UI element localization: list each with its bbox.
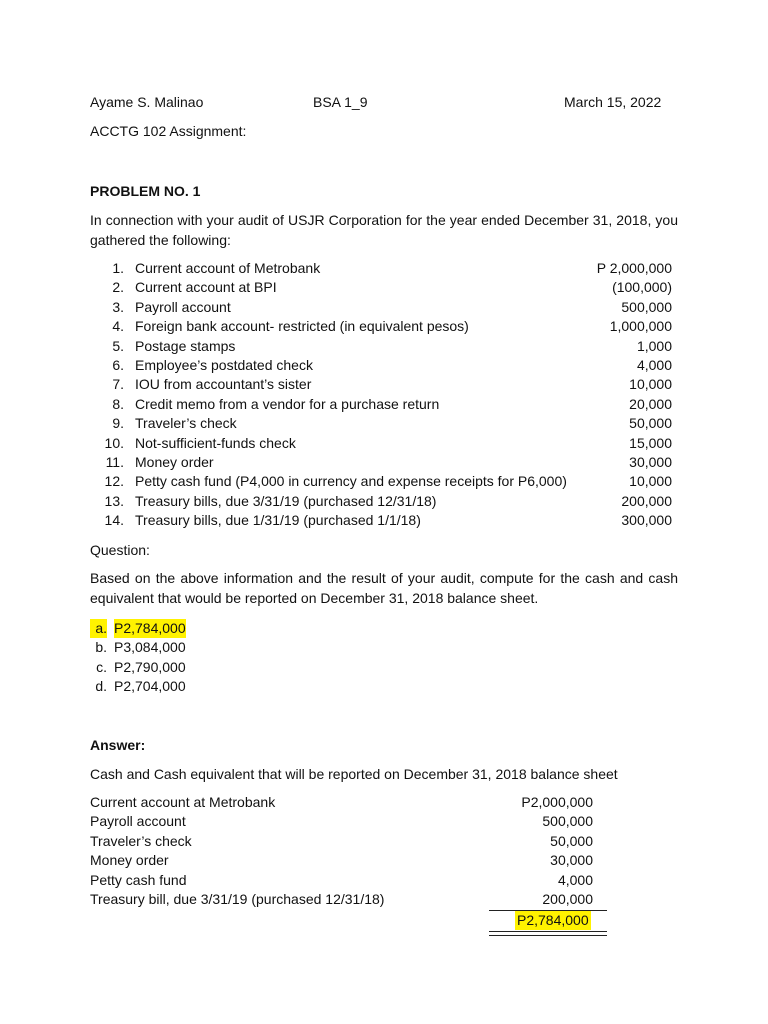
list-item [90, 259, 672, 278]
row-amount: 50,000 [550, 832, 593, 849]
item-label: Credit memo from a vendor for a purchase return [135, 395, 440, 412]
item-label: Traveler’s check [135, 415, 237, 432]
item-amount: P 2,000,000 [596, 260, 672, 276]
item-label: Current account of Metrobank [135, 260, 321, 276]
list-item [90, 356, 672, 375]
item-amount: 1,000,000 [609, 318, 672, 335]
table-row [90, 793, 593, 812]
row-amount: 30,000 [550, 852, 593, 869]
item-label: Current account at BPI [135, 279, 277, 296]
list-item [90, 434, 672, 453]
choice-text: P2,784,000 [114, 619, 186, 638]
student-section: BSA 1_9 [313, 94, 368, 110]
question-text: Based on the above information and the result of your audit, compute for the cash and cash equivalent that would be reported on December 31, 2018 balance sheet. [90, 570, 678, 606]
item-number: 10. [104, 434, 124, 451]
item-amount: 200,000 [621, 492, 672, 509]
item-amount: 500,000 [621, 298, 672, 315]
table-row [90, 812, 593, 831]
document-date: March 15, 2022 [564, 94, 662, 110]
item-number: 7. [112, 376, 124, 393]
list-item [90, 492, 672, 511]
item-amount: 300,000 [621, 512, 672, 529]
row-amount: 500,000 [542, 813, 593, 830]
row-label: Money order [90, 852, 169, 869]
list-item [90, 414, 672, 433]
item-number: 8. [112, 395, 124, 412]
choice-text: P2,790,000 [114, 658, 186, 675]
answer-title: Answer: [90, 737, 146, 753]
row-amount: 4,000 [557, 871, 593, 888]
total-double-rule-1 [489, 931, 607, 932]
list-item [90, 453, 672, 472]
item-number: 1. [112, 260, 124, 276]
item-amount: 10,000 [629, 376, 672, 393]
student-name: Ayame S. Malinao [90, 94, 204, 110]
list-item [90, 298, 672, 317]
item-amount: 1,000 [636, 337, 672, 354]
item-label: Money order [135, 453, 214, 470]
item-label: Petty cash fund (P4,000 in currency and expense receipts for P6,000) [135, 473, 567, 490]
row-label: Traveler’s check [90, 832, 192, 849]
row-label: Treasury bill, due 3/31/19 (purchased 12/31/18) [90, 890, 385, 907]
list-item [90, 375, 672, 394]
choice-letter: b. [95, 639, 107, 656]
item-label: Postage stamps [135, 337, 236, 354]
list-item [90, 472, 672, 491]
choice-letter: a. [90, 619, 107, 638]
item-amount: 10,000 [629, 473, 672, 490]
item-number: 2. [112, 279, 124, 296]
item-number: 11. [105, 453, 124, 470]
row-label: Payroll account [90, 813, 186, 830]
row-label: Petty cash fund [90, 871, 187, 888]
choice-item [90, 658, 290, 677]
table-row [90, 832, 593, 851]
item-number: 6. [112, 356, 124, 373]
problem-item-list [90, 259, 672, 530]
item-label: Not-sufficient-funds check [135, 434, 296, 451]
answer-choices [90, 619, 290, 697]
item-number: 3. [112, 298, 124, 315]
item-number: 5. [112, 337, 124, 354]
choice-letter: c. [96, 658, 107, 675]
choice-text: P2,704,000 [114, 678, 186, 695]
list-item [90, 278, 672, 297]
total-double-rule-2 [489, 935, 607, 936]
item-number: 14. [104, 512, 124, 529]
item-number: 13. [104, 492, 124, 509]
item-label: IOU from accountant’s sister [135, 376, 312, 393]
table-row [90, 851, 593, 870]
question-label: Question: [90, 542, 150, 558]
item-amount: 4,000 [636, 356, 672, 373]
table-row [90, 871, 593, 890]
list-item [90, 337, 672, 356]
problem-intro: In connection with your audit of USJR Corporation for the year ended December 31, 2018, you gathered the following: [90, 212, 678, 248]
item-label: Treasury bills, due 1/31/19 (purchased 1/1/18) [135, 512, 421, 529]
item-amount: 50,000 [629, 415, 672, 432]
answer-table [90, 793, 593, 909]
row-amount: P2,000,000 [521, 794, 593, 810]
row-amount: 200,000 [542, 890, 593, 907]
item-amount: 15,000 [629, 434, 672, 451]
item-amount: 20,000 [629, 395, 672, 412]
problem-title: PROBLEM NO. 1 [90, 183, 201, 199]
item-label: Employee’s postdated check [135, 356, 313, 373]
answer-intro: Cash and Cash equivalent that will be reported on December 31, 2018 balance sheet [90, 766, 618, 782]
item-number: 12. [104, 473, 124, 490]
answer-total: P2,784,000 [517, 912, 589, 928]
table-row [90, 890, 593, 909]
item-number: 4. [112, 318, 124, 335]
choice-item [90, 677, 290, 696]
row-label: Current account at Metrobank [90, 794, 276, 810]
choice-item [90, 638, 290, 657]
item-label: Payroll account [135, 298, 231, 315]
list-item [90, 395, 672, 414]
choice-item [90, 619, 290, 638]
assignment-title: ACCTG 102 Assignment: [90, 123, 247, 139]
item-label: Treasury bills, due 3/31/19 (purchased 12/31/18) [135, 492, 437, 509]
item-amount: (100,000) [612, 279, 672, 296]
list-item [90, 511, 672, 530]
choice-letter: d. [95, 678, 107, 695]
list-item [90, 317, 672, 336]
item-amount: 30,000 [629, 453, 672, 470]
item-number: 9. [112, 415, 124, 432]
choice-text: P3,084,000 [114, 639, 186, 656]
item-label: Foreign bank account- restricted (in equivalent pesos) [135, 318, 469, 335]
